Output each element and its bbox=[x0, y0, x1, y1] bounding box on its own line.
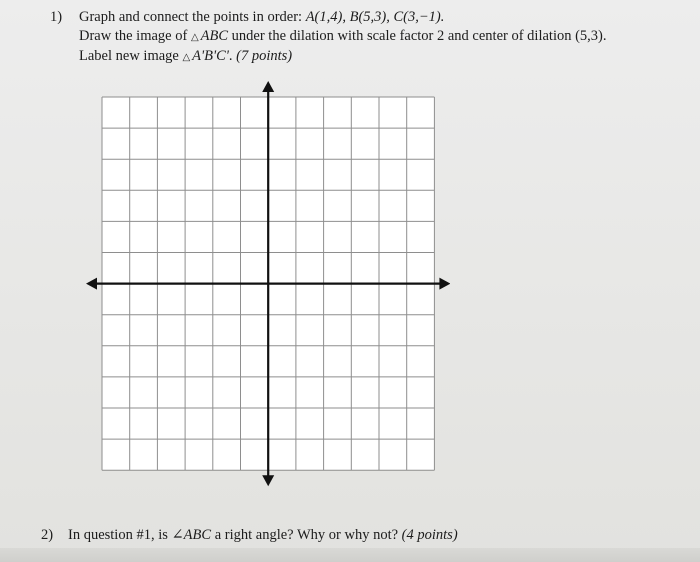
point-c: C(3,−1). bbox=[393, 9, 445, 25]
points-note-2: (4 points) bbox=[401, 527, 458, 543]
triangle-icon: △ bbox=[182, 52, 191, 63]
coordinate-grid[interactable] bbox=[80, 70, 450, 500]
question-1-text bbox=[79, 8, 607, 67]
line-1-prefix: Graph and connect the points in order: bbox=[79, 9, 306, 25]
question-2 bbox=[41, 527, 458, 544]
question-1-line-1 bbox=[79, 8, 607, 27]
points-note-1: (7 points) bbox=[236, 48, 293, 64]
triangle-icon: △ bbox=[190, 32, 199, 43]
line-3-prefix: Label new image bbox=[79, 48, 183, 64]
line-2-suffix: under the dilation with scale factor 2 and center of dilation (5,3). bbox=[228, 28, 607, 44]
y-axis-up-arrow-icon bbox=[262, 81, 274, 92]
angle-name: ABC bbox=[183, 527, 212, 543]
line-2-prefix: Draw the image of bbox=[79, 28, 191, 44]
image-name: A'B'C' bbox=[192, 48, 229, 64]
x-axis-left-arrow-icon bbox=[86, 278, 97, 290]
triangle-name: ABC bbox=[200, 28, 229, 44]
x-axis-right-arrow-icon bbox=[439, 278, 450, 290]
question-2-prefix: In question #1, is bbox=[68, 527, 172, 543]
y-axis-down-arrow-icon bbox=[262, 475, 274, 486]
question-2-suffix: a right angle? Why or why not? bbox=[211, 527, 399, 543]
grid-svg[interactable] bbox=[80, 70, 450, 500]
question-1-number: 1) bbox=[50, 9, 63, 25]
point-b: B(5,3), bbox=[349, 9, 390, 25]
bottom-cutoff-strip bbox=[0, 548, 700, 562]
question-2-number: 2) bbox=[41, 527, 54, 543]
angle-icon: ∠ bbox=[171, 527, 184, 543]
question-1-line-3 bbox=[79, 47, 607, 67]
point-a: A(1,4), bbox=[305, 9, 346, 25]
line-3-period: . bbox=[228, 48, 233, 64]
question-1-line-2 bbox=[79, 27, 607, 47]
